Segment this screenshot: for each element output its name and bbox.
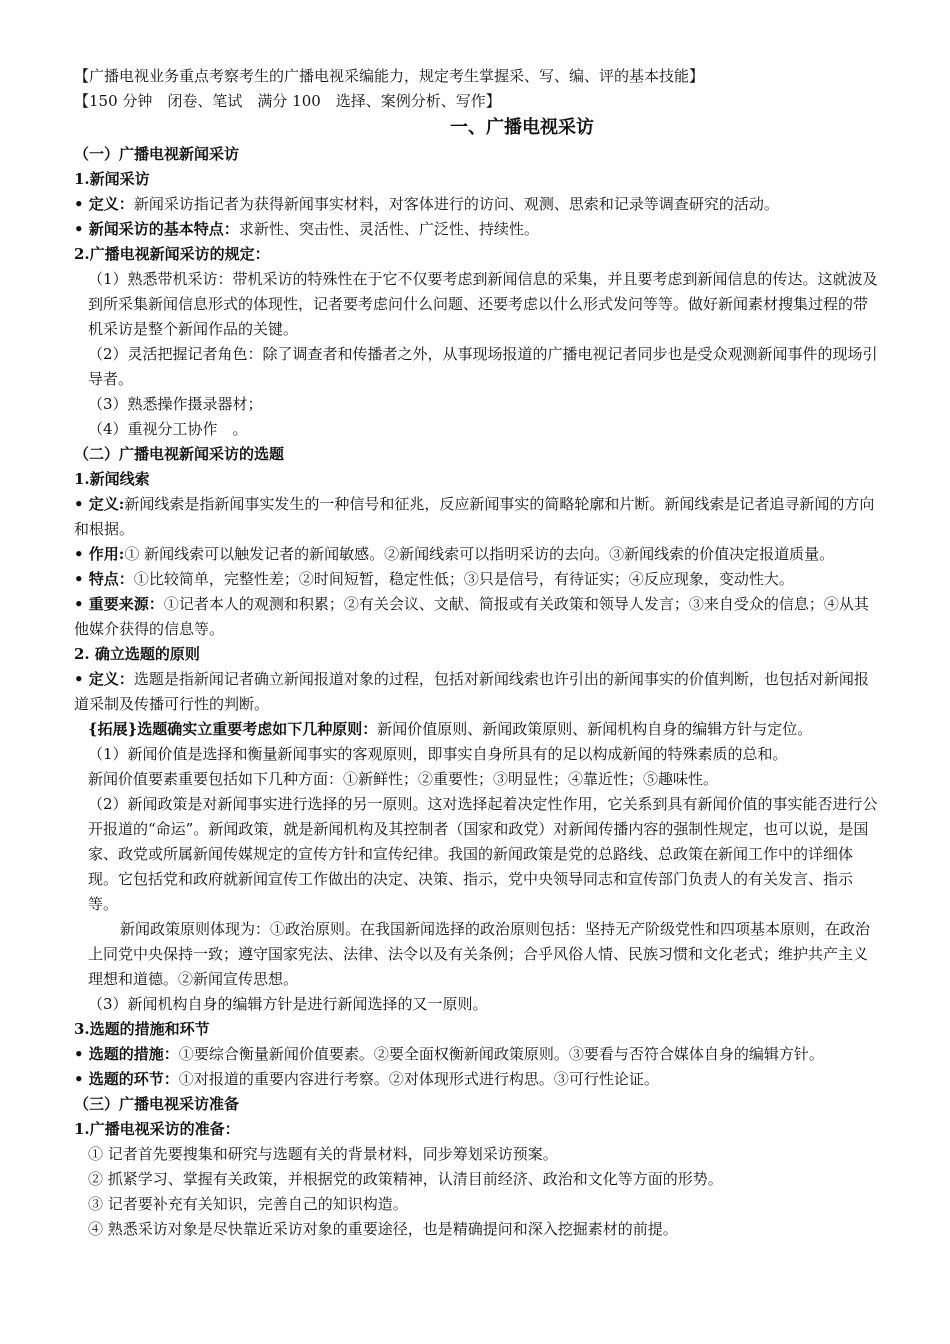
requirement-1: （1）熟悉带机采访：带机采访的特殊性在于它不仅要考虑到新闻信息的采集，并且要考虑到新闻信息的传达。这就波及到所采集新闻信息形式的体现性，记者要考虑问什么问题、还要考虑以什么形式发问等等。做好新闻素材搜集过程的带机采访是整个新闻作品的关键。 xyxy=(88,270,878,338)
bullet-text: 选题是指新闻记者确立新闻报道对象的过程，包括对新闻线索也许引出的新闻事实的价值判断，也包括对新闻报道采制及传播可行性的判断。 xyxy=(74,670,869,713)
bullet-label: • 选题的环节： xyxy=(74,1070,179,1088)
bullet-measures xyxy=(74,1042,880,1067)
principle-1-elements: 新闻价值要素重要包括如下几种方面：①新鲜性；②重要性；③明显性；④靠近性；⑤趣味性。 xyxy=(88,770,719,788)
bullet-traits xyxy=(74,567,880,592)
bullet-definition xyxy=(74,667,880,717)
subheading: 1.新闻采访 xyxy=(74,170,150,188)
header-line-2: 【150 分钟 闭卷、笔试 满分 100 选择、案例分析、写作】 xyxy=(74,92,501,110)
subheading: 2. 确立选题的原则 xyxy=(74,645,200,663)
extension-text: 新闻价值原则、新闻政策原则、新闻机构自身的编辑方针与定位。 xyxy=(377,720,813,738)
prep-item-1: ① 记者首先要搜集和研究与选题有关的背景材料，同步筹划采访预案。 xyxy=(88,1145,558,1163)
prep-item-2: ② 抓紧学习、掌握有关政策，并根据党的政策精神，认清目前经济、政治和文化等方面的形势。 xyxy=(88,1170,723,1188)
subheading: 2.广播电视新闻采访的规定： xyxy=(74,245,270,263)
page-title: 一、广播电视采访 xyxy=(450,117,594,138)
extension-label: {拓展}选题确实立重要考虑如下几种原则： xyxy=(88,720,378,738)
bullet-label: • 定义: xyxy=(74,495,125,513)
bullet-label: • 作用: xyxy=(74,545,125,563)
bullet-text: ① 新闻线索可以触发记者的新闻敏感。②新闻线索可以指明采访的去向。③新闻线索的价值决定报道质量。 xyxy=(124,545,835,563)
bullet-text: 新闻采访指记者为获得新闻事实材料，对客体进行的访问、观测、思索和记录等调查研究的活动。 xyxy=(133,195,779,213)
subheading: 3.选题的措施和环节 xyxy=(74,1020,210,1038)
bullet-text: ①对报道的重要内容进行考察。②对体现形式进行构思。③可行性论证。 xyxy=(178,1070,659,1088)
bullet-steps xyxy=(74,1067,880,1092)
principle-2-detail: 新闻政策原则体现为：①政治原则。在我国新闻选择的政治原则包括：坚持无产阶级党性和四项基本原则，在政治上同党中央保持一致；遵守国家宪法、法律、法令以及有关条例；合乎风俗人情、民族习惯和文化老式；维护共产主义理想和道德。②新闻宣传思想。 xyxy=(88,920,871,988)
bullet-features xyxy=(74,217,880,242)
bullet-text: ①要综合衡量新闻价值要素。②要全面权衡新闻政策原则。③要看与否符合媒体自身的编辑方针。 xyxy=(178,1045,824,1063)
bullet-text: ①记者本人的观测和积累；②有关会议、文献、简报或有关政策和领导人发言；③来自受众的信息；④从其他媒介获得的信息等。 xyxy=(74,595,869,638)
subheading: 1.新闻线索 xyxy=(74,470,150,488)
bullet-label: • 定义： xyxy=(74,670,134,688)
bullet-definition xyxy=(74,192,880,217)
section-heading-1: （一）广播电视新闻采访 xyxy=(74,145,240,163)
requirement-4: （4）重视分工协作 。 xyxy=(88,420,248,438)
principle-2: （2）新闻政策是对新闻事实进行选择的另一原则。这对选择起着决定性作用，它关系到具有新闻价值的事实能否进行公开报道的“命运”。新闻政策，就是新闻机构及其控制者（国家和政党）对新闻传播内容的强制性规定，也可以说，是国家、政党或所属新闻传媒规定的宣传方针和宣传纪律。我国的新闻政策是党的总路线、总政策在新闻工作中的详细体现。它包括党和政府就新闻宣传工作做出的决定、决策、指示，党中央领导同志和宣传部门负责人的有关发言、指示等。 xyxy=(88,795,878,913)
bullet-label: • 特点： xyxy=(74,570,134,588)
prep-item-4: ④ 熟悉采访对象是尽快靠近采访对象的重要途径，也是精确提问和深入挖掘素材的前提。 xyxy=(88,1220,678,1238)
bullet-definition xyxy=(74,492,880,542)
bullet-label: • 定义： xyxy=(74,195,134,213)
section-heading-3: （三）广播电视采访准备 xyxy=(74,1095,240,1113)
section-heading-2: （二）广播电视新闻采访的选题 xyxy=(74,445,285,463)
principle-1: （1）新闻价值是选择和衡量新闻事实的客观原则，即事实自身所具有的足以构成新闻的特殊素质的总和。 xyxy=(88,745,788,763)
principle-3: （3）新闻机构自身的编辑方针是进行新闻选择的又一原则。 xyxy=(88,995,488,1013)
bullet-function xyxy=(74,542,880,567)
bullet-text: ①比较简单，完整性差；②时间短暂，稳定性低；③只是信号，有待证实；④反应现象，变动性大。 xyxy=(133,570,794,588)
header-line-1: 【广播电视业务重点考察考生的广播电视采编能力，规定考生掌握采、写、编、评的基本技能】 xyxy=(74,67,705,85)
bullet-label: • 新闻采访的基本特点： xyxy=(74,220,239,238)
bullet-label: • 选题的措施： xyxy=(74,1045,179,1063)
bullet-label: • 重要来源： xyxy=(74,595,164,613)
requirement-3: （3）熟悉操作摄录器材； xyxy=(88,395,263,413)
bullet-text: 求新性、突击性、灵活性、广泛性、持续性。 xyxy=(238,220,539,238)
requirement-2: （2）灵活把握记者角色：除了调查者和传播者之外，从事现场报道的广播电视记者同步也是受众观测新闻事件的现场引导者。 xyxy=(88,345,878,388)
prep-item-3: ③ 记者要补充有关知识，完善自己的知识构造。 xyxy=(88,1195,408,1213)
bullet-text: 新闻线索是指新闻事实发生的一种信号和征兆，反应新闻事实的简略轮廓和片断。新闻线索是记者追寻新闻的方向和根据。 xyxy=(74,495,875,538)
bullet-sources xyxy=(74,592,880,642)
extension-note xyxy=(74,717,880,742)
subheading: 1.广播电视采访的准备： xyxy=(74,1120,240,1138)
